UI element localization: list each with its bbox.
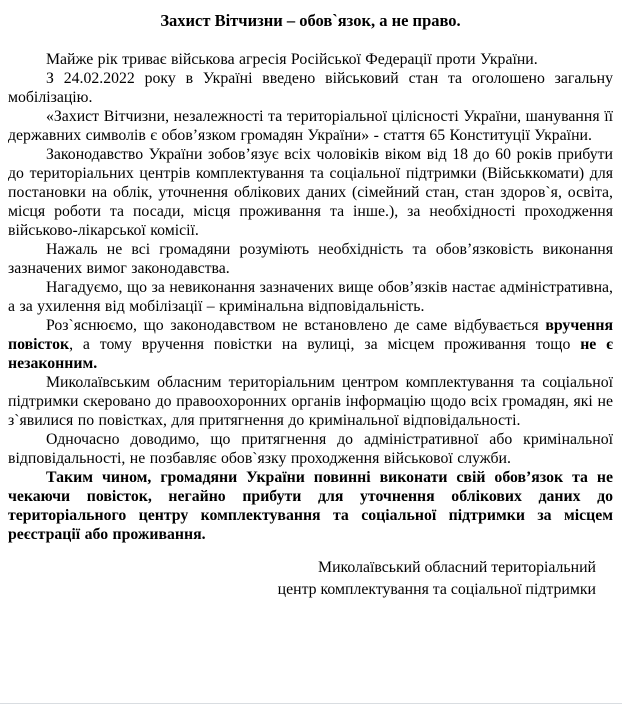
signature-line-1: Миколаївський обласний територіальний bbox=[318, 559, 596, 576]
paragraph-citizens-awareness: Нажаль не всі громадяни розуміють необхідність та обов’язковість виконання зазначених вимог законодавства. bbox=[8, 241, 613, 277]
paragraph-aggression: Майже рік триває військова агресія Російської Федерації проти України. bbox=[46, 51, 538, 68]
signature-block bbox=[8, 557, 613, 601]
paragraph-summons-clarification bbox=[8, 316, 613, 373]
page-bottom-border bbox=[0, 703, 622, 704]
paragraph-service-obligation-remains: Одночасно доводимо, що притягнення до адміністративної або кримінальної відповідальності, не позбавляє обов`язку проходження військової служби. bbox=[8, 431, 613, 467]
summons-text-normal-2: , а тому вручення повістки на вулиці, за місцем проживання тощо bbox=[69, 336, 581, 353]
summons-text-bold-1: вручення повісток bbox=[8, 317, 613, 353]
paragraph-constitution-article-65: «Захист Вітчизни, незалежності та територіальної цілісності України, шанування її державних символів є обов’язком громадян України» - стаття 65 Конституції України. bbox=[8, 108, 613, 144]
paragraph-martial-law: З 24.02.2022 року в Україні введено військовий стан та оголошено загальну мобілізацію. bbox=[8, 70, 613, 106]
summons-text-bold-2: не є незаконним. bbox=[8, 336, 613, 372]
paragraph-law-enforcement-referral: Миколаївським обласним територіальним центром комплектування та соціальної підтримки скеровано до правоохоронних органів інформацію щодо всіх громадян, які не з`явилися по повістках, для притягнення до кримінальної відповідальності. bbox=[8, 374, 613, 429]
summons-text-normal-1: Роз`яснюємо, що законодавством не встановлено де саме відбувається bbox=[46, 317, 546, 334]
paragraph-liability-warning: Нагадуємо, що за невиконання зазначених вище обов’язків настає адміністративна, а за ухилення від мобілізації – кримінальна відповідальність. bbox=[8, 279, 613, 315]
document-title: Захист Вітчизни – обов`язок, а не право. bbox=[160, 11, 461, 30]
signature-line-2: центр комплектування та соціальної підтримки bbox=[277, 581, 596, 598]
paragraph-registration-requirement: Законодавство України зобов’язує всіх чоловіків віком від 18 до 60 років прибути до територіальних центрів комплектування та соціальної підтримки (Військкомати) для постановки на облік, уточнення облікових даних (сімейний стан, стан здоров`я, освіта, місця роботи та посади, місця проживання та інше.), за необхідності проходження військово-лікарської комісії. bbox=[8, 146, 613, 239]
paragraph-final-call-to-action: Таким чином, громадяни України повинні виконати свій обов’язок та не чекаючи повісток, негайно прибути для уточнення облікових даних до територіального центру комплектування та соціальної підтримки за місцем реєстрації або проживання. bbox=[8, 469, 613, 543]
